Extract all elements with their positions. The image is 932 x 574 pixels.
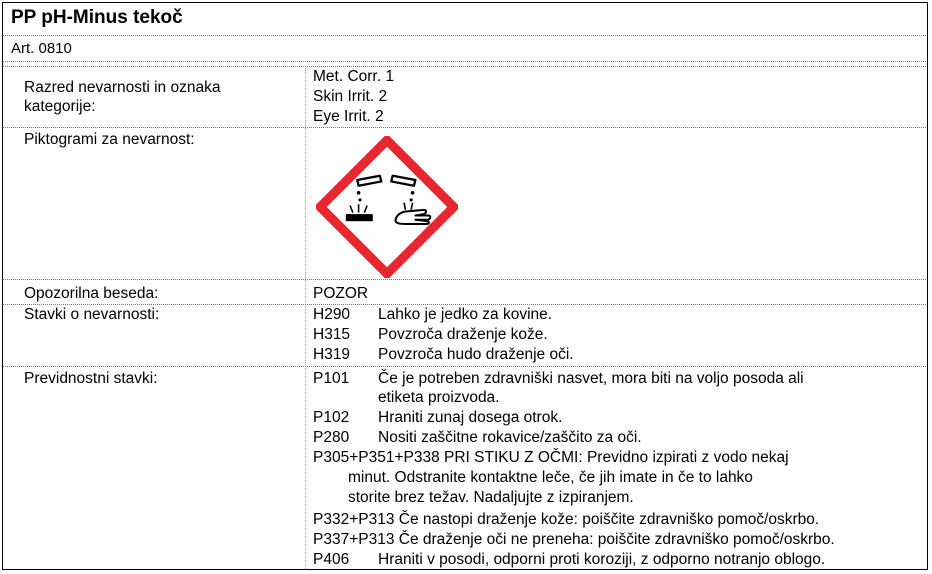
- precaution-code: P101: [313, 370, 350, 387]
- precaution-text: Nositi zaščitne rokavice/zaščito za oči.: [378, 429, 642, 446]
- pictograms-label: Piktogrami za nevarnost:: [24, 131, 195, 148]
- divider: [3, 366, 926, 367]
- precaution-code: P280: [313, 429, 350, 446]
- product-title: PP pH-Minus tekoč: [11, 7, 183, 28]
- hazard-code: H315: [313, 326, 351, 343]
- hazard-text: Povzroča hudo draženje oči.: [378, 346, 574, 363]
- precaution-code: P102: [313, 409, 350, 426]
- precaution-text: Hraniti zunaj dosega otrok.: [378, 409, 563, 426]
- divider: [3, 127, 926, 128]
- corrosion-pictogram-icon: [316, 136, 458, 278]
- hazard-statements-label: Stavki o nevarnosti:: [24, 306, 160, 323]
- hazard-class-value: Skin Irrit. 2: [313, 88, 388, 105]
- signal-word-value: POZOR: [313, 285, 369, 302]
- precaution-line: storite brez težav. Nadaljujte z izpiranjem.: [348, 489, 634, 506]
- divider: [3, 35, 926, 36]
- precautionary-statements-label: Previdnostni stavki:: [24, 370, 158, 387]
- hazard-code: H290: [313, 306, 351, 323]
- hazard-text: Povzroča draženje kože.: [378, 326, 548, 343]
- hazard-text: Lahko je jedko za kovine.: [378, 306, 553, 323]
- precaution-line: P332+P313 Če nastopi draženje kože: poiščite zdravniško pomoč/oskrbo.: [313, 511, 820, 528]
- precaution-line: P305+P351+P338 PRI STIKU Z OČMI: Previdno izpirati z vodo nekaj: [313, 449, 789, 466]
- hazard-class-value: Met. Corr. 1: [313, 68, 394, 85]
- hazard-class-label-line1: Razred nevarnosti in oznaka: [24, 79, 221, 96]
- divider: [3, 66, 926, 67]
- column-divider: [305, 66, 306, 569]
- divider: [3, 279, 926, 280]
- signal-word-label: Opozorilna beseda:: [24, 285, 159, 302]
- precaution-line: minut. Odstranite kontaktne leče, če jih imate in če to lahko: [348, 469, 753, 486]
- hazard-code: H319: [313, 346, 351, 363]
- precaution-line: P337+P313 Če draženje oči ne preneha: poiščite zdravniško pomoč/oskrbo.: [313, 531, 835, 548]
- article-number: Art. 0810: [11, 40, 72, 57]
- precaution-text: Če je potreben zdravniški nasvet, mora biti na voljo posoda ali: [378, 370, 804, 387]
- divider: [3, 61, 926, 62]
- precaution-text: etiketa proizvoda.: [378, 389, 500, 406]
- hazard-class-label-line2: kategorije:: [24, 98, 96, 115]
- precaution-text: Hraniti v posodi, odporni proti koroziji, z odporno notranjo oblogo.: [378, 551, 826, 568]
- precaution-code: P406: [313, 551, 350, 568]
- hazard-class-value: Eye Irrit. 2: [313, 108, 384, 125]
